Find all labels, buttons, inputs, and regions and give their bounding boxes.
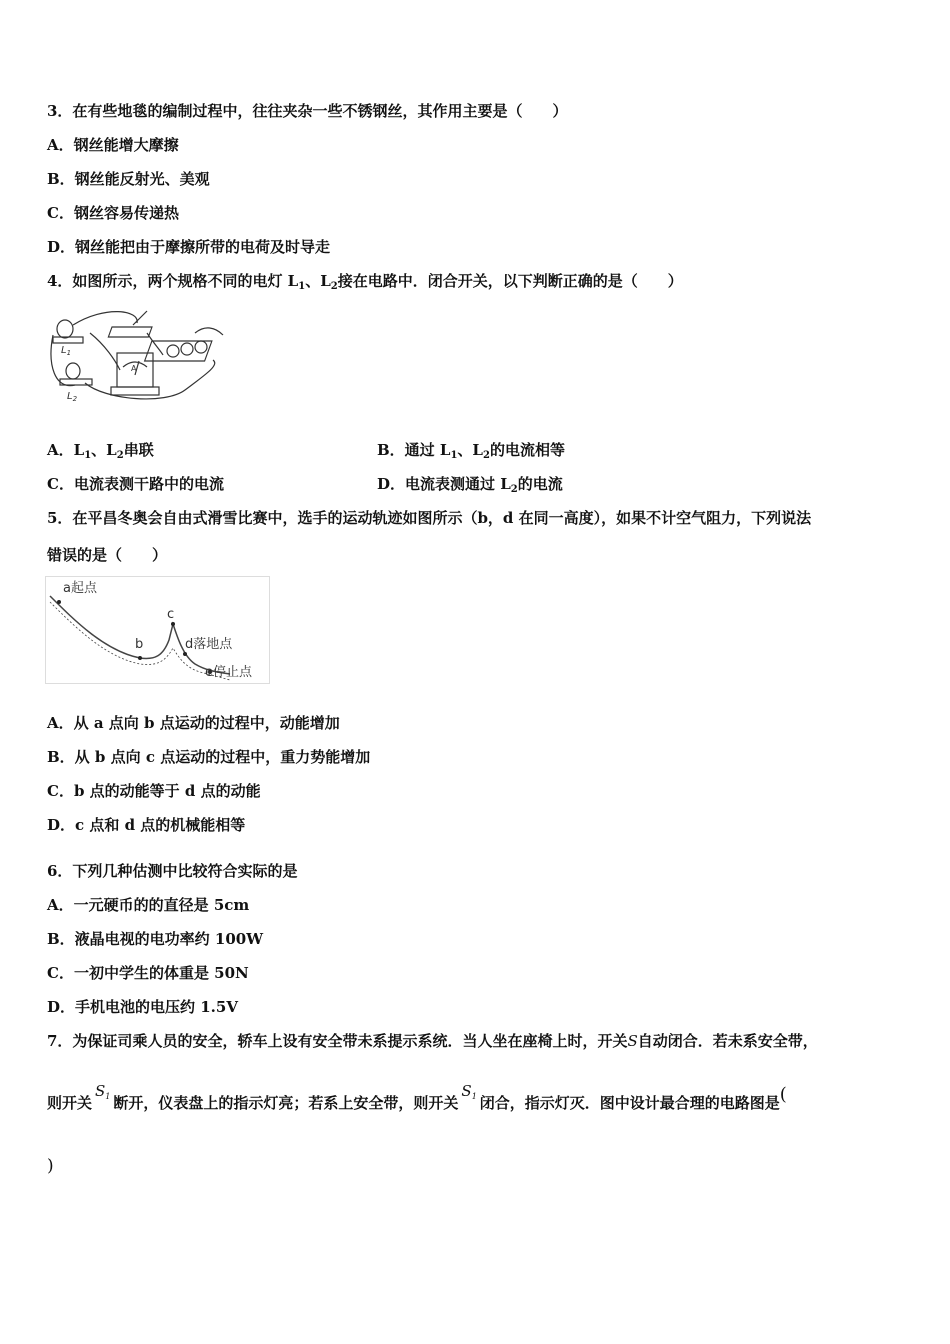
q7-open-paren: ( (779, 1084, 787, 1105)
q5-stem-line2: 错误的是（ ） (47, 546, 168, 564)
q5-option-c[interactable]: C．b 点的动能等于 d 点的动能 (47, 782, 261, 800)
point-d (183, 652, 187, 656)
point-a (57, 600, 61, 604)
q5-ski-track-figure (45, 576, 270, 684)
label-d: d落地点 (185, 637, 233, 652)
ammeter-label: A (131, 364, 137, 373)
label-b: b (135, 637, 144, 652)
q3-stem: 3．在有些地毯的编制过程中，往往夹杂一些不锈钢丝，其作用主要是（ ） (47, 102, 568, 120)
q7-stem-line2: 则开关$S_1$ 断开，仪表盘上的指示灯亮；若系上安全带，则开关$S_1$ 闭合，指示灯灭．图中设计最合理的电路图是( (47, 1082, 787, 1112)
point-c (171, 622, 175, 626)
switch-s1-symbol-2: $S_1$ (461, 1082, 477, 1101)
q7-close-paren: ) (47, 1156, 54, 1176)
q6-stem: 6．下列几种估测中比较符合实际的是 (47, 862, 298, 880)
q4-circuit-figure (45, 305, 235, 410)
q3-option-d[interactable]: D．钢丝能把由于摩擦所带的电荷及时导走 (47, 238, 331, 256)
label-e: e停止点 (205, 665, 252, 680)
label-c: c (167, 607, 175, 622)
q7-stem-line1: 7．为保证司乘人员的安全，轿车上设有安全带未系提示系统．当人坐在座椅上时，开关S自动闭合．若未系安全带， (47, 1032, 818, 1050)
q5-stem-line1: 5．在平昌冬奥会自由式滑雪比赛中，选手的运动轨迹如图所示（b，d 在同一高度），如果不计空气阻力，下列说法 (47, 509, 812, 527)
q4-stem: 4．如图所示，两个规格不同的电灯 $L_1$、$L_2$接在电路中．闭合开关，以下判断正确的是（ ） (47, 272, 683, 292)
q5-option-d[interactable]: D．c 点和 d 点的机械能相等 (47, 816, 246, 834)
q3-option-c[interactable]: C．钢丝容易传递热 (47, 204, 179, 222)
switch-s1-symbol: $S_1$ (95, 1082, 111, 1101)
q4-option-b[interactable]: B．通过 $L_1$、$L_2$的电流相等 (377, 441, 565, 461)
q6-option-b[interactable]: B．液晶电视的电功率约 100W (47, 930, 264, 948)
q6-option-a[interactable]: A．一元硬币的的直径是 5cm (47, 896, 250, 914)
q3-option-a[interactable]: A．钢丝能增大摩擦 (47, 136, 179, 154)
q5-option-a[interactable]: A．从 a 点向 b 点运动的过程中，动能增加 (47, 714, 340, 732)
q5-option-b[interactable]: B．从 b 点向 c 点运动的过程中，重力势能增加 (47, 748, 371, 766)
lamp2-label: $L_2$ (67, 391, 78, 403)
point-b (138, 656, 142, 660)
q3-option-b[interactable]: B．钢丝能反射光、美观 (47, 170, 210, 188)
label-a: a起点 (63, 581, 97, 596)
q4-option-c[interactable]: C．电流表测干路中的电流 (47, 475, 224, 493)
lamp1-label: $L_1$ (61, 345, 72, 357)
q4-option-a[interactable]: A．$L_1$、$L_2$串联 (47, 441, 154, 461)
q6-option-c[interactable]: C．一初中学生的体重是 50N (47, 964, 249, 982)
q6-option-d[interactable]: D．手机电池的电压约 1.5V (47, 998, 238, 1016)
q4-option-d[interactable]: D．电流表测通过 $L_2$的电流 (377, 475, 563, 495)
